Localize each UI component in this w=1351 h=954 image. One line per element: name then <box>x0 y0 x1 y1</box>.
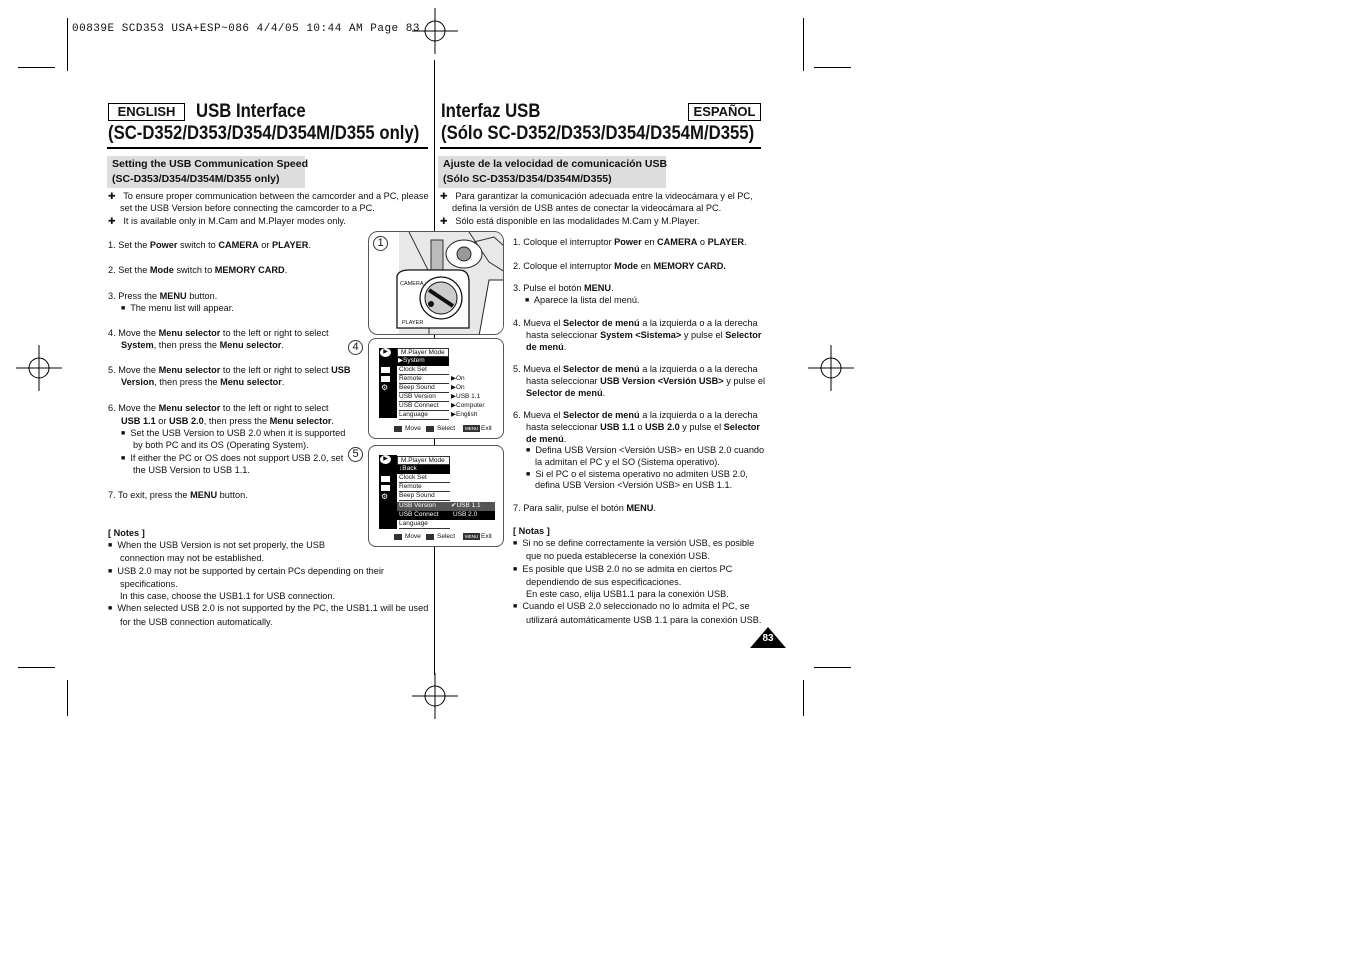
select-icon <box>426 426 434 432</box>
player-mode-icon: ▶ <box>380 348 391 357</box>
notes-list-es <box>513 537 761 626</box>
note-text: If either the PC or OS does not support USB 2.0, set <box>130 453 344 463</box>
square-bullet-icon: ■ <box>121 430 126 437</box>
footer-select: Select <box>437 533 456 540</box>
figure-1-camcorder <box>368 231 504 335</box>
square-bullet-icon: ■ <box>121 455 126 462</box>
page-number: 83 <box>762 633 774 644</box>
menu-item: Clock Set <box>399 474 450 483</box>
step-4-cont-en: System, then press the Menu selector. <box>121 340 284 350</box>
step-4-cont2-es: de menú. <box>526 342 567 352</box>
settings-icon: ⚙ <box>381 383 389 392</box>
crop-mark <box>814 667 851 668</box>
crop-mark <box>814 67 851 68</box>
menu-value: ▶English <box>451 411 478 418</box>
note-text: for the USB connection automatically. <box>120 616 273 627</box>
note-text: Aparece la lista del menú. <box>533 295 640 305</box>
language-tag-spanish: ESPAÑOL <box>688 103 761 121</box>
intro-es <box>440 190 753 227</box>
step-3-en: 3. Press the MENU button. <box>108 291 218 301</box>
square-bullet-icon: ■ <box>513 540 518 547</box>
intro-en <box>108 190 429 227</box>
section-heading-line: (SC-D353/D354/D354M/D355 only) <box>112 173 280 185</box>
select-icon <box>426 534 434 540</box>
intro-text: Para garantizar la comunicación adecuada entre la videocámara y el PC, <box>455 191 753 201</box>
footer-move: Move <box>405 533 421 540</box>
menu-item-label: USB Connect <box>399 511 439 518</box>
cross-bullet-icon: ✚ <box>440 215 448 226</box>
step-6-note1-cont-es: la admitan el PC y el SO (Sistema operativo). <box>535 457 720 467</box>
step-1-es: 1. Coloque el interruptor Power en CAMERA o PLAYER. <box>513 237 747 247</box>
card-icon <box>381 485 390 491</box>
note-text: Cuando el USB 2.0 seleccionado no lo admita el PC, se <box>522 601 750 612</box>
section-heading-spanish <box>438 156 666 188</box>
menu-selected-system: ▶System <box>397 357 449 366</box>
crop-mark <box>803 680 804 716</box>
step-2-en: 2. Set the Mode switch to MEMORY CARD. <box>108 265 288 275</box>
step-6-note2-cont-en: the USB Version to USB 1.1. <box>133 465 250 475</box>
figure-number-1: 1 <box>373 236 388 251</box>
section-heading-english <box>107 156 309 188</box>
menu-item: Beep Sound <box>399 384 449 393</box>
note-text: In this case, choose the USB1.1 for USB connection. <box>120 591 336 602</box>
crop-mark <box>67 680 68 716</box>
figure-number-4: 4 <box>348 340 363 355</box>
intro-text: Sólo está disponible en las modalidades M.Cam y M.Player. <box>455 215 700 226</box>
section-heading-line: (Sólo SC-D353/D354/D354M/D355) <box>443 173 612 185</box>
step-5-cont-en: Version, then press the Menu selector. <box>121 377 285 387</box>
step-6-cont2-es: de menú. <box>526 434 567 444</box>
note-text: The menu list will appear. <box>130 303 234 313</box>
note-text: Si el PC o el sistema operativo no admiten USB 2.0, <box>535 469 748 479</box>
step-3-note-es <box>525 294 640 307</box>
step-3-note-en <box>121 302 234 315</box>
step-5-cont-es: hasta seleccionar USB Version <Versión USB> y pulse el <box>526 376 766 386</box>
note-text: Es posible que USB 2.0 no se admita en ciertos PC <box>522 563 733 574</box>
menu-item: Language <box>399 520 450 529</box>
menu-header: M.Player Mode <box>397 456 450 465</box>
footer-move: Move <box>405 425 421 432</box>
page-subtitle-english: (SC-D352/D353/D354/D354M/D355 only) <box>108 123 420 144</box>
note-text: When the USB Version is not set properly, the USB <box>117 540 326 550</box>
square-bullet-icon: ■ <box>526 447 531 454</box>
registration-mark <box>16 345 62 391</box>
square-bullet-icon: ■ <box>108 567 113 575</box>
menu-item: USB Version <box>399 393 449 402</box>
note-text: dependiendo de sus especificaciones. <box>526 576 682 587</box>
figure-4-menu-screen <box>368 338 504 439</box>
intro-text: To ensure proper communication between the camcorder and a PC, please <box>123 191 429 201</box>
step-6-es: 6. Mueva el Selector de menú a la izquierda o a la derecha <box>513 410 758 420</box>
step-6-en: 6. Move the Menu selector to the left or right to select <box>108 403 329 413</box>
step-6-cont-es: hasta seleccionar USB 1.1 o USB 2.0 y pulse el Selector <box>526 422 760 432</box>
menu-item: Language <box>399 411 449 420</box>
note-text: Si no se define correctamente la versión USB, es posible <box>522 538 755 548</box>
step-4-es: 4. Mueva el Selector de menú a la izquierda o a la derecha <box>513 318 758 328</box>
step-6-note2-cont-es: defina USB Version <Versión USB> en USB 1.1. <box>535 480 733 490</box>
note-text: When selected USB 2.0 is not supported by the PC, the USB1.1 will be used <box>117 603 429 614</box>
menu-item-label: USB Version <box>399 502 436 509</box>
cross-bullet-icon: ✚ <box>440 191 448 201</box>
notes-title-en: [ Notes ] <box>108 528 145 538</box>
menu-item: Remote <box>399 375 449 384</box>
section-heading-line: Setting the USB Communication Speed <box>112 158 309 170</box>
note-text: Defina USB Version <Versión USB> en USB 2.0 cuando <box>535 445 765 455</box>
step-1-en: 1. Set the Power switch to CAMERA or PLAYER. <box>108 240 311 250</box>
crop-mark <box>18 67 55 68</box>
crop-mark <box>803 18 804 71</box>
camera-icon <box>381 367 390 373</box>
square-bullet-icon: ■ <box>121 305 126 312</box>
intro-text: It is available only in M.Cam and M.Player modes only. <box>123 215 346 226</box>
registration-mark <box>808 345 854 391</box>
step-4-en: 4. Move the Menu selector to the left or right to select <box>108 328 329 338</box>
settings-icon: ⚙ <box>381 492 389 501</box>
note-text: En este caso, elija USB1.1 para la conexión USB. <box>526 589 729 600</box>
step-2-es: 2. Coloque el interruptor Mode en MEMORY CARD. <box>513 261 726 271</box>
menu-item: USB Connect <box>399 402 449 411</box>
square-bullet-icon: ■ <box>513 603 518 611</box>
square-bullet-icon: ■ <box>525 297 530 304</box>
step-4-cont-es: hasta seleccionar System <Sistema> y pulse el Selector <box>526 330 762 340</box>
camera-label: CAMERA <box>400 281 424 287</box>
menu-selected-back: ↕Back <box>397 465 450 474</box>
print-header: 00839E SCD353 USA+ESP~086 4/4/05 10:44 AM Page 83 <box>72 23 420 35</box>
menu-header: M.Player Mode <box>397 348 449 357</box>
note-text: utilizará automáticamente USB 1.1 para la conexión USB. <box>526 614 762 625</box>
menu-item: Beep Sound <box>399 492 450 501</box>
footer-exit: Exit <box>481 425 492 432</box>
page-subtitle-spanish: (Sólo SC-D352/D353/D354/D354M/D355) <box>441 123 755 144</box>
crop-mark <box>18 667 55 668</box>
note-text: connection may not be established. <box>120 553 265 564</box>
player-mode-icon: ▶ <box>380 455 391 464</box>
figure-number-5: 5 <box>348 447 363 462</box>
intro-text: defina la versión de USB antes de conectar la videocámara al PC. <box>452 203 722 214</box>
step-5-es: 5. Mueva el Selector de menú a la izquierda o a la derecha <box>513 364 758 374</box>
square-bullet-icon: ■ <box>108 542 113 549</box>
crop-mark <box>67 18 68 71</box>
camcorder-illustration <box>369 232 504 335</box>
menu-value: ▶On <box>451 375 465 382</box>
step-6-cont-en: USB 1.1 or USB 2.0, then press the Menu selector. <box>121 416 334 426</box>
menu-item: Remote <box>399 483 450 492</box>
step-6-note1-cont-en: by both PC and its OS (Operating System). <box>133 440 309 450</box>
step-5-en: 5. Move the Menu selector to the left or right to select USB <box>108 365 351 375</box>
move-icon <box>394 426 402 432</box>
cross-bullet-icon: ✚ <box>108 215 116 226</box>
menu-key-icon: MENU <box>465 534 479 539</box>
title-rule <box>107 147 428 149</box>
player-label: PLAYER <box>402 320 424 326</box>
step-5-cont2-es: Selector de menú. <box>526 388 606 398</box>
note-text: que no pueda establecerse la conexión USB. <box>526 551 710 562</box>
menu-item: Clock Set <box>399 366 449 375</box>
registration-mark <box>412 673 458 719</box>
move-icon <box>394 534 402 540</box>
intro-text: set the USB Version before connecting the camcorder to a PC. <box>120 203 375 214</box>
footer-exit: Exit <box>481 533 492 540</box>
figure-5-menu-screen <box>368 445 504 547</box>
note-text: specifications. <box>120 578 178 589</box>
note-text: Set the USB Version to USB 2.0 when it is supported <box>130 428 346 438</box>
menu-value: ▶On <box>451 384 465 391</box>
usb-option-2: USB 2.0 <box>453 511 478 518</box>
page-title-english: USB Interface <box>196 101 306 122</box>
square-bullet-icon: ■ <box>513 565 518 573</box>
usb-option-1: ✔USB 1.1 <box>449 502 495 511</box>
menu-key-icon: MENU <box>465 426 479 431</box>
section-heading-line: Ajuste de la velocidad de comunicación USB <box>443 158 668 170</box>
notes-list-en <box>108 539 428 628</box>
registration-mark <box>412 8 458 54</box>
square-bullet-icon: ■ <box>526 471 531 478</box>
language-tag-english: ENGLISH <box>108 103 185 121</box>
cross-bullet-icon: ✚ <box>108 191 116 201</box>
square-bullet-icon: ■ <box>108 605 113 613</box>
title-rule <box>440 147 761 149</box>
menu-item-dark <box>397 511 495 520</box>
camera-icon <box>381 476 390 482</box>
note-text: USB 2.0 may not be supported by certain PCs depending on their <box>117 565 384 576</box>
menu-value: ▶Computer <box>451 402 485 409</box>
step-3-es: 3. Pulse el botón MENU. <box>513 283 614 293</box>
card-icon <box>381 376 390 382</box>
menu-value: ▶USB 1.1 <box>451 393 481 400</box>
footer-select: Select <box>437 425 456 432</box>
page-title-spanish: Interfaz USB <box>441 101 541 122</box>
step-7-es: 7. Para salir, pulse el botón MENU. <box>513 503 657 513</box>
step-7-en: 7. To exit, press the MENU button. <box>108 490 248 500</box>
notes-title-es: [ Notas ] <box>513 526 550 536</box>
